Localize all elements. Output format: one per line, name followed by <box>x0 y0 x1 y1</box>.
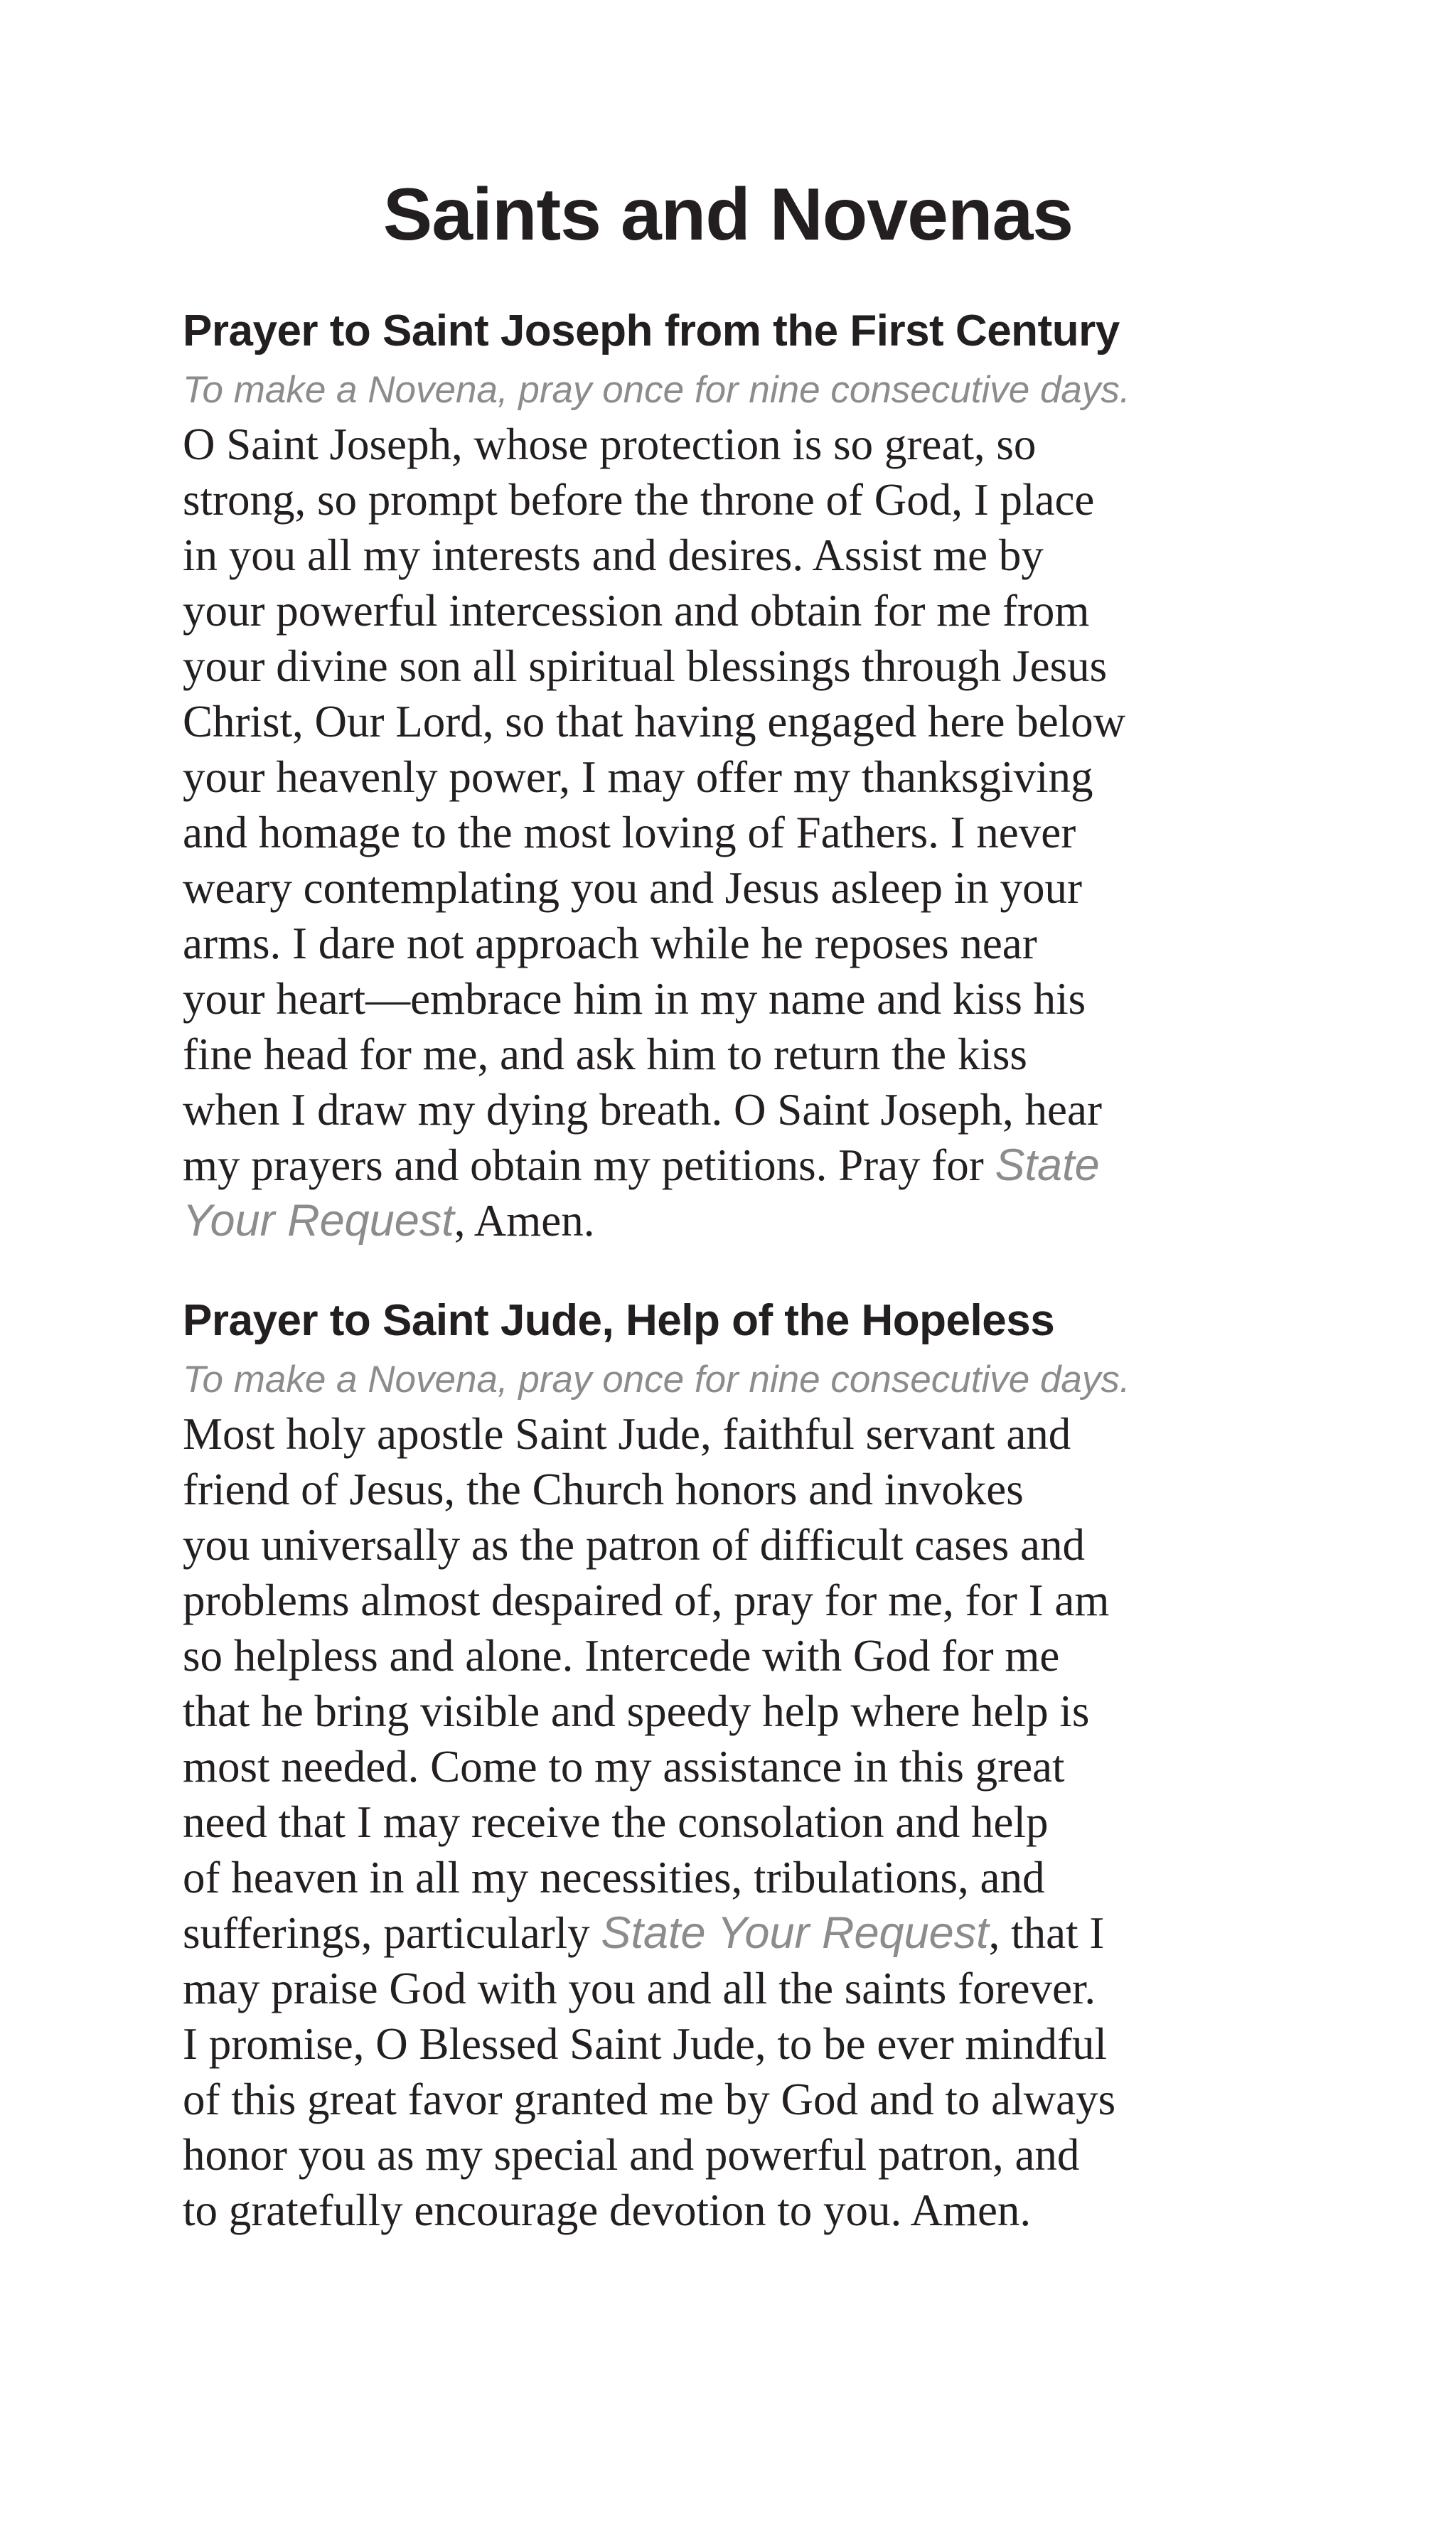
prayer-line: Christ, Our Lord, so that having engaged here below <box>183 697 1126 746</box>
prayer-line: I promise, O Blessed Saint Jude, to be ever mindful <box>183 2019 1108 2069</box>
prayer-line: problems almost despaired of, pray for me, for I am <box>183 1575 1110 1625</box>
request-placeholder: Your Request <box>183 1196 454 1246</box>
prayer-line: your divine son all spiritual blessings through Jesus <box>183 641 1108 691</box>
prayer-line: most needed. Come to my assistance in this great <box>183 1742 1065 1792</box>
prayer-line: to gratefully encourage devotion to you. Amen. <box>183 2185 1032 2235</box>
prayer-saint-jude <box>183 1288 1292 2238</box>
prayer-line-text: , Amen. <box>454 1196 595 1246</box>
prayer-line: weary contemplating you and Jesus asleep in your <box>183 863 1082 913</box>
prayer-text <box>183 1406 1292 2238</box>
prayer-line: need that I may receive the consolation and help <box>183 1797 1049 1847</box>
prayer-line-text: , that I <box>988 1908 1105 1958</box>
prayer-line <box>183 1138 1292 1193</box>
prayer-line: your powerful intercession and obtain for me from <box>183 586 1090 636</box>
prayer-line: fine head for me, and ask him to return the kiss <box>183 1029 1027 1079</box>
prayer-line: of this great favor granted me by God and to always <box>183 2075 1116 2124</box>
novena-instructions: To make a Novena, pray once for nine consecutive days. <box>183 1359 1130 1401</box>
prayer-line: and homage to the most loving of Fathers. I never <box>183 808 1076 857</box>
prayer-title: Prayer to Saint Joseph from the First Century <box>183 306 1120 355</box>
prayer-title: Prayer to Saint Jude, Help of the Hopeless <box>183 1296 1055 1345</box>
prayer-line: friend of Jesus, the Church honors and invokes <box>183 1465 1024 1514</box>
prayer-saint-joseph <box>183 299 1292 1248</box>
prayer-line <box>183 1905 1292 1961</box>
prayer-line: strong, so prompt before the throne of God, I place <box>183 475 1095 525</box>
prayer-line: honor you as my special and powerful patron, and <box>183 2130 1080 2180</box>
prayer-line: O Saint Joseph, whose protection is so great, so <box>183 419 1037 469</box>
prayer-line: of heaven in all my necessities, tribulations, and <box>183 1853 1045 1902</box>
prayer-line: so helpless and alone. Intercede with God for me <box>183 1631 1060 1681</box>
prayer-line: you universally as the patron of difficult cases and <box>183 1520 1085 1570</box>
prayer-line: Most holy apostle Saint Jude, faithful servant and <box>183 1409 1071 1459</box>
prayer-line: your heart—embrace him in my name and kiss his <box>183 974 1086 1024</box>
prayer-line: arms. I dare not approach while he reposes near <box>183 919 1037 968</box>
request-placeholder: State Your Request <box>601 1908 989 1958</box>
prayer-line: your heavenly power, I may offer my thanksgiving <box>183 752 1093 802</box>
prayer-line: in you all my interests and desires. Assist me by <box>183 530 1044 580</box>
prayer-line: that he bring visible and speedy help where help is <box>183 1686 1090 1736</box>
request-placeholder: State <box>995 1140 1100 1190</box>
prayer-line: may praise God with you and all the saints forever. <box>183 1964 1096 2013</box>
page-title: Saints and Novenas <box>382 173 1074 256</box>
prayer-line-text: sufferings, particularly <box>183 1908 601 1958</box>
novena-instructions: To make a Novena, pray once for nine consecutive days. <box>183 369 1130 411</box>
prayer-line-text: my prayers and obtain my petitions. Pray for <box>183 1140 995 1190</box>
prayer-text <box>183 417 1292 1248</box>
prayer-line <box>183 1193 1292 1248</box>
prayer-line: when I draw my dying breath. O Saint Joseph, hear <box>183 1085 1102 1135</box>
